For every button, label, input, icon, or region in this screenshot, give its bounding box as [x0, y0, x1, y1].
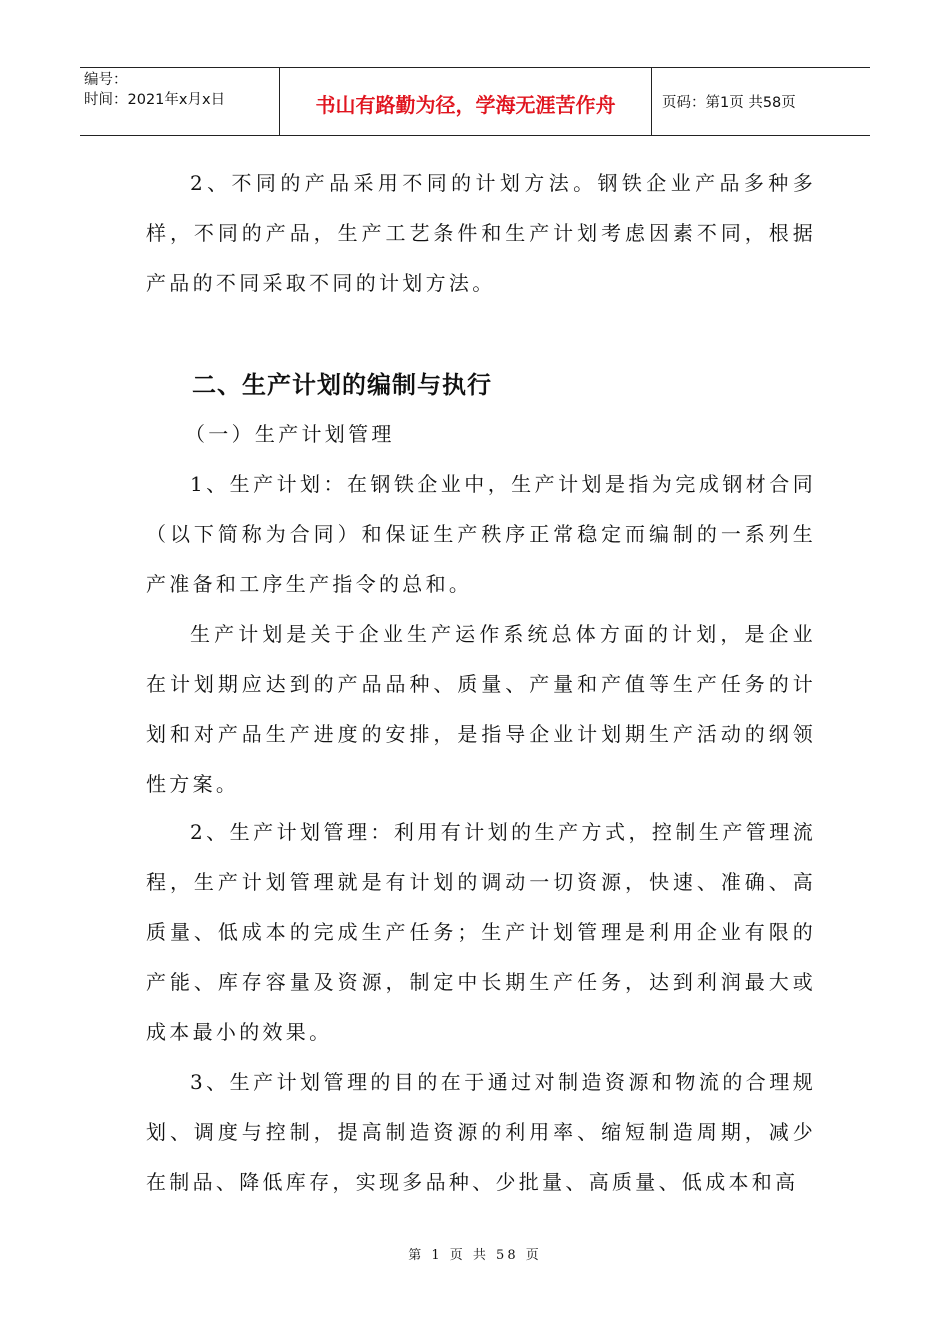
section-heading: 二、生产计划的编制与执行: [192, 371, 492, 399]
page-header-table: [80, 67, 870, 136]
paragraph-4: 2、生产计划管理：利用有计划的生产方式，控制生产管理流程，生产计划管理就是有计划的调动一切资源，快速、准确、高质量、低成本的完成生产任务；生产计划管理是利用企业有限的产能、库存容量及资源，制定中长期生产任务，达到利润最大或成本最小的效果。: [146, 820, 816, 1044]
paragraph-3: 生产计划是关于企业生产运作系统总体方面的计划，是企业在计划期应达到的产品品种、质量、产量和产值等生产任务的计划和对产品生产进度的安排，是指导企业计划期生产活动的纲领性方案。: [146, 622, 816, 796]
date-label: 时间：2021年x月x日: [84, 92, 226, 108]
page-footer: 第 1 页 共 58 页: [408, 1248, 542, 1263]
header-page-label: 页码：第1页 共58页: [662, 95, 796, 111]
header-meta-cell: [80, 68, 280, 135]
paragraph-2: 1、生产计划：在钢铁企业中，生产计划是指为完成钢材合同（以下简称为合同）和保证生产秩序正常稳定而编制的一系列生产准备和工序生产指令的总和。: [146, 472, 816, 596]
paragraph-1: 2、不同的产品采用不同的计划方法。钢铁企业产品多种多样，不同的产品，生产工艺条件和生产计划考虑因素不同，根据产品的不同采取不同的计划方法。: [146, 171, 816, 295]
paragraph-5: 3、生产计划管理的目的在于通过对制造资源和物流的合理规划、调度与控制，提高制造资源的利用率、缩短制造周期，减少在制品、降低库存，实现多品种、少批量、高质量、低成本和高: [146, 1070, 816, 1194]
subsection-heading: （一）生产计划管理: [185, 422, 395, 446]
number-label: 编号：: [84, 72, 128, 88]
header-motto: 书山有路勤为径，学海无涯苦作舟: [280, 68, 652, 135]
